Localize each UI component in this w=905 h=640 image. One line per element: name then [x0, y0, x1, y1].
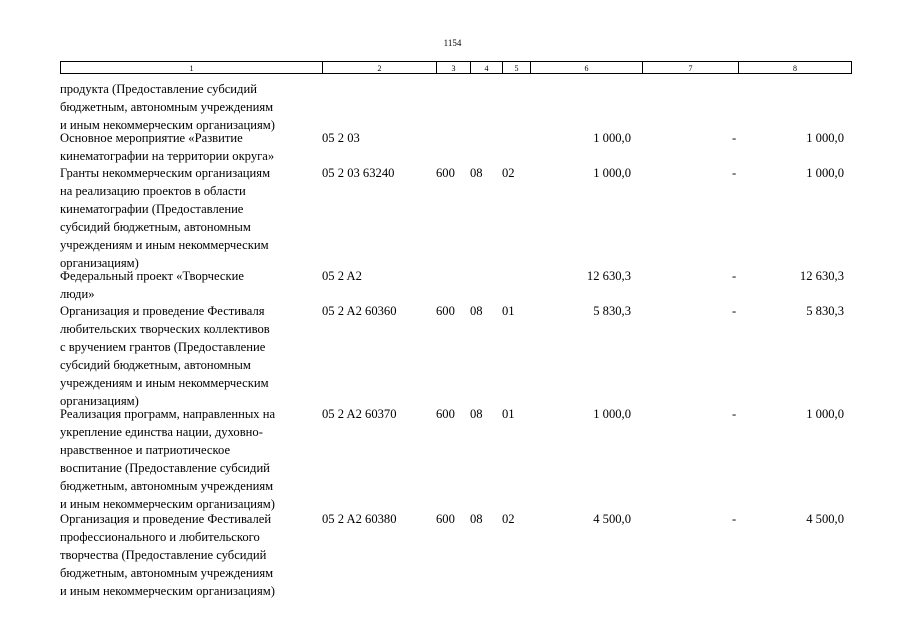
- row-code: 05 2 03: [322, 131, 360, 145]
- table-header: [60, 61, 852, 75]
- row-name: Основное мероприятие «Развитие кинематографии на территории округа»: [60, 131, 275, 163]
- row-name: Реализация программ, направленных на укрепление единства нации, духовно- нравственное и патриотическое воспитание (Предоставление субсидий бюджетным, автономным учреждениям и иным некоммерческим организациям): [60, 407, 276, 511]
- row-value-8: 1 000,0: [806, 166, 844, 180]
- row-name: продукта (Предоставление субсидий бюджетным, автономным учреждениям и иным некоммерческим организациям): [60, 82, 275, 132]
- row-value-8: 1 000,0: [806, 407, 844, 421]
- row-vr: 600: [436, 407, 455, 421]
- header-col-7: 7: [642, 61, 738, 74]
- row-code: 05 2 A2 60370: [322, 407, 397, 421]
- row-value-6: 1 000,0: [593, 131, 631, 145]
- row-value-8: 1 000,0: [806, 131, 844, 145]
- header-col-1: 1: [60, 61, 322, 74]
- row-value-7: -: [732, 304, 737, 318]
- row-code: 05 2 03 63240: [322, 166, 395, 180]
- header-col-6: 6: [530, 61, 642, 74]
- row-value-7: -: [732, 166, 737, 180]
- header-col-8: 8: [738, 61, 852, 74]
- row-vr: 600: [436, 512, 455, 526]
- row-value-7: -: [732, 512, 737, 526]
- row-vr: 600: [436, 166, 455, 180]
- row-value-6: 5 830,3: [593, 304, 631, 318]
- row-value-8: 4 500,0: [806, 512, 844, 526]
- row-pr: 01: [502, 407, 515, 421]
- row-value-7: -: [732, 131, 737, 145]
- header-col-2: 2: [322, 61, 436, 74]
- row-value-6: 12 630,3: [586, 269, 631, 283]
- row-code: 05 2 A2: [322, 269, 362, 283]
- row-vr: 600: [436, 304, 455, 318]
- row-rz: 08: [470, 304, 483, 318]
- row-pr: 01: [502, 304, 515, 318]
- row-pr: 02: [502, 166, 515, 180]
- row-name: Организация и проведение Фестиваля любительских творческих коллективов с вручением грантов (Предоставление субсидий бюджетным, автономным учреждениям и иным некоммерческим организациям): [60, 304, 270, 408]
- row-value-7: -: [732, 269, 737, 283]
- row-value-6: 1 000,0: [593, 166, 631, 180]
- row-value-6: 1 000,0: [593, 407, 631, 421]
- header-col-3: 3: [436, 61, 470, 74]
- row-name: Организация и проведение Фестивалей профессионального и любительского творчества (Предоставление субсидий бюджетным, автономным учреждениям и иным некоммерческим организациям): [60, 512, 275, 598]
- row-value-8: 5 830,3: [806, 304, 844, 318]
- row-code: 05 2 A2 60360: [322, 304, 397, 318]
- page-number: 1154: [443, 38, 462, 48]
- header-col-4: 4: [470, 61, 502, 74]
- row-value-8: 12 630,3: [799, 269, 844, 283]
- row-name: Федеральный проект «Творческие люди»: [60, 269, 244, 301]
- header-col-5: 5: [502, 61, 530, 74]
- row-name: Гранты некоммерческим организациям на реализацию проектов в области кинематографии (Предоставление субсидий бюджетным, автономным учреждениям и иным некоммерческим организациям): [60, 166, 271, 270]
- row-rz: 08: [470, 407, 483, 421]
- row-rz: 08: [470, 512, 483, 526]
- row-pr: 02: [502, 512, 515, 526]
- row-code: 05 2 A2 60380: [322, 512, 397, 526]
- row-value-7: -: [732, 407, 737, 421]
- row-rz: 08: [470, 166, 483, 180]
- row-value-6: 4 500,0: [593, 512, 631, 526]
